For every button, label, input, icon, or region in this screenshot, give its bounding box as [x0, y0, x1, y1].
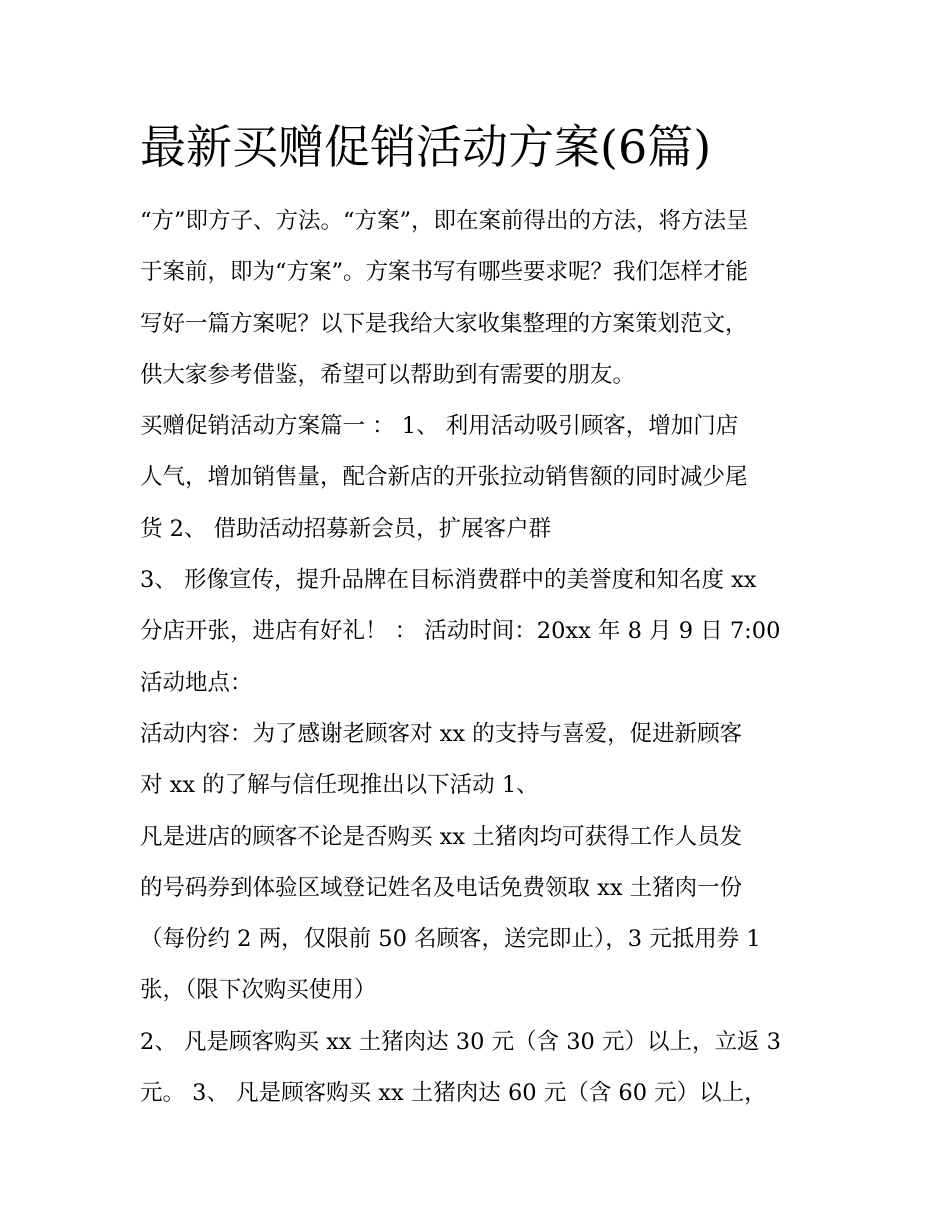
body-line: 活动内容：为了感谢老顾客对 xx 的支持与喜爱，促进新顾客	[140, 720, 743, 747]
body-line: 活动地点：	[140, 669, 253, 696]
body-line: 供大家参考借鉴，希望可以帮助到有需要的朋友。	[140, 361, 636, 388]
body-line: 对 xx 的了解与信任现推出以下活动 1、	[140, 772, 539, 799]
document-body	[140, 196, 820, 1119]
body-line: 2、 凡是顾客购买 xx 土猪肉达 30 元（含 30 元）以上，立返 3	[140, 1028, 781, 1055]
body-line: 3、 形像宣传，提升品牌在目标消费群中的美誉度和知名度 xx	[140, 567, 757, 594]
body-line: 凡是进店的顾客不论是否购买 xx 土猪肉均可获得工作人员发	[140, 823, 743, 850]
document-title: 最新买赠促销活动方案(6篇)	[140, 120, 712, 174]
body-line: 分店开张，进店有好礼！ ： 活动时间：20xx 年 8 月 9 日 7:00	[140, 618, 781, 645]
body-line: 买赠促销活动方案篇一 ： 1、 利用活动吸引顾客，增加门店	[140, 413, 739, 440]
body-line: 人气，增加销售量，配合新店的开张拉动销售额的同时减少尾	[140, 464, 748, 491]
body-line: “方”即方子、方法。“方案”，即在案前得出的方法，将方法呈	[140, 208, 749, 234]
body-line: 张，（限下次购买使用）	[140, 977, 377, 1004]
body-line: 于案前，即为“方案”。方案书写有哪些要求呢？我们怎样才能	[140, 259, 749, 286]
body-line: （每份约 2 两，仅限前 50 名顾客，送完即止），3 元抵用券 1	[140, 926, 761, 953]
body-line: 元。 3、 凡是顾客购买 xx 土猪肉达 60 元（含 60 元）以上，	[140, 1080, 767, 1107]
body-line: 的号码券到体验区域登记姓名及电话免费领取 xx 土猪肉一份	[140, 874, 743, 901]
body-line: 货 2、 借助活动招募新会员，扩展客户群	[140, 515, 552, 542]
body-line: 写好一篇方案呢？以下是我给大家收集整理的方案策划范文，	[140, 310, 748, 337]
